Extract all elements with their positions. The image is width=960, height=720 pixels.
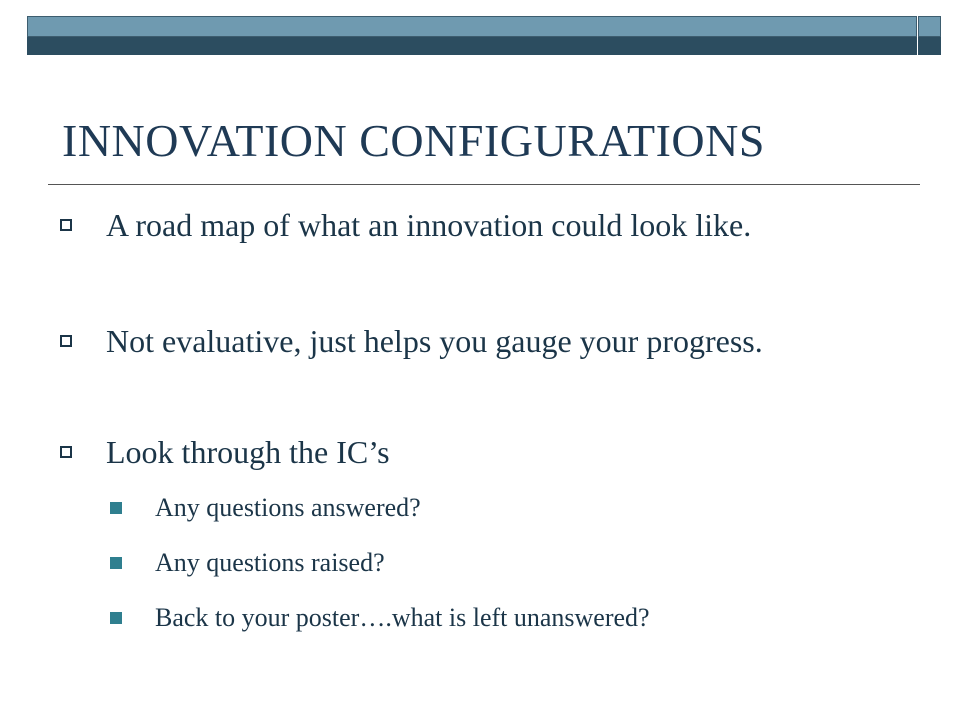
slide-title: INNOVATION CONFIGURATIONS <box>62 115 765 166</box>
sub-bullet-text: Any questions raised? <box>155 548 385 577</box>
hollow-square-bullet-icon <box>60 446 72 458</box>
bullet-item <box>60 204 890 246</box>
sub-bullet-item <box>110 491 890 525</box>
bullet-text: A road map of what an innovation could look like. <box>106 207 752 243</box>
title-divider <box>48 184 920 185</box>
filled-square-bullet-icon <box>110 502 122 514</box>
bullet-item <box>60 320 890 362</box>
header-bars <box>0 0 960 60</box>
sub-bullet-text: Back to your poster….what is left unanswered? <box>155 603 650 632</box>
bullet-item <box>60 431 890 473</box>
header-square-dark <box>918 37 941 55</box>
filled-square-bullet-icon <box>110 557 122 569</box>
hollow-square-bullet-icon <box>60 219 72 231</box>
header-bar-dark <box>27 37 917 55</box>
bullet-text: Not evaluative, just helps you gauge your progress. <box>106 323 763 359</box>
sub-bullet-item <box>110 546 890 580</box>
header-square-light <box>918 16 941 37</box>
bullet-text: Look through the IC’s <box>106 434 390 470</box>
sub-bullet-text: Any questions answered? <box>155 493 421 522</box>
header-bar-light <box>27 16 917 37</box>
hollow-square-bullet-icon <box>60 335 72 347</box>
filled-square-bullet-icon <box>110 612 122 624</box>
sub-bullet-item <box>110 601 890 635</box>
